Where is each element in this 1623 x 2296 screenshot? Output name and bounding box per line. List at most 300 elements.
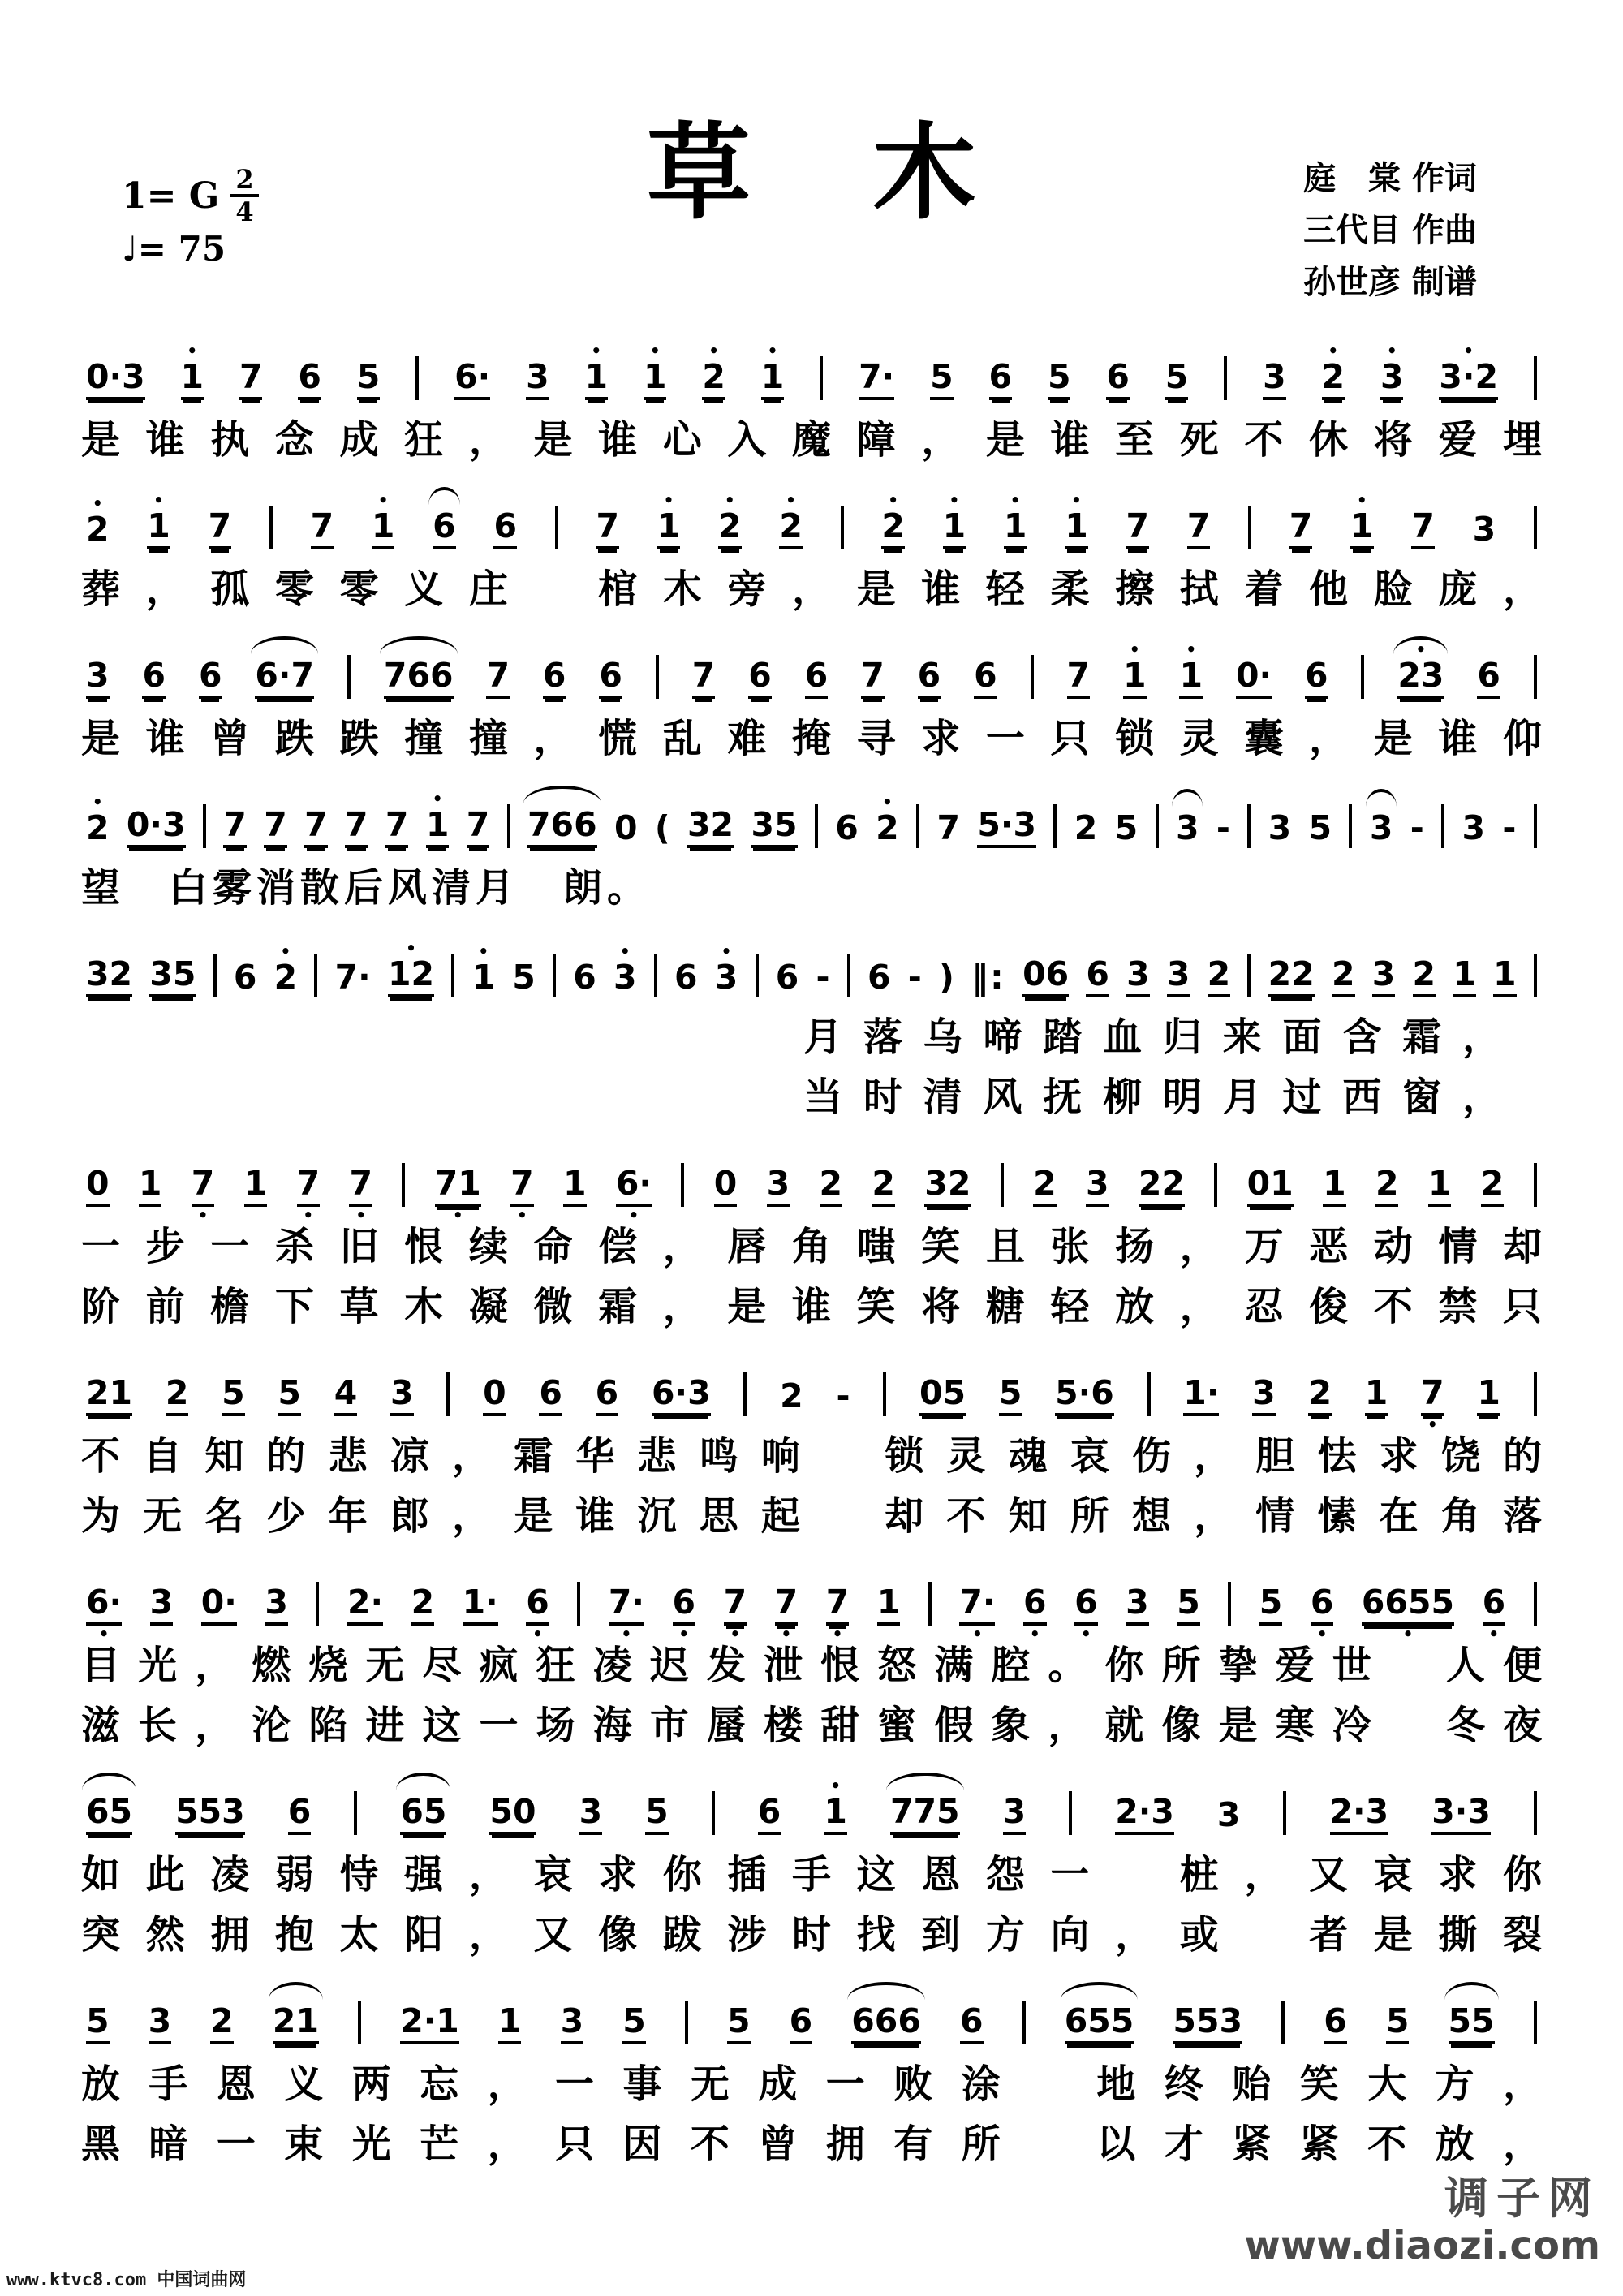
note-token: • 1 (471, 961, 495, 997)
credits (1303, 153, 1477, 308)
note-token: 5 (1048, 360, 1071, 400)
lyric-line: 目光，燃烧无尽疯狂凌迟发泄恨怒满腔。你所挚爱世 人便 (81, 1643, 1542, 1688)
note-token: 7 (209, 510, 232, 549)
barline-icon (577, 1582, 580, 1626)
slur-arc-icon (1172, 789, 1203, 807)
note-token: 5 (86, 2005, 110, 2044)
slur-arc-icon (1444, 1982, 1499, 2000)
note-token: 766 (527, 808, 597, 848)
note-token: 3·3 (1431, 1795, 1491, 1835)
time-signature: $\frac{2}{4}$ (230, 166, 258, 225)
barline-icon (1247, 804, 1251, 848)
note-token: 3 (150, 1586, 174, 1626)
lyric-line: 是谁曾跌跌撞撞，慌乱难掩寻求一只锁灵囊，是谁仰 (81, 716, 1542, 761)
note-token: • 3 (1380, 360, 1404, 400)
note-token: 0· (201, 1586, 237, 1626)
note-token: 3 (149, 2005, 172, 2044)
barline-icon (1534, 506, 1537, 549)
barline-icon (269, 506, 273, 549)
note-token: 55 (1449, 2005, 1495, 2044)
barline-icon (1022, 2001, 1026, 2044)
note-token: 6 (748, 659, 772, 699)
note-token: 7 • (775, 1586, 799, 1626)
note-token: 6 (1477, 659, 1500, 699)
song-title: 草木 (647, 112, 1098, 234)
notation-line (81, 1764, 1542, 1845)
note-token: • 3 (613, 961, 637, 997)
barline-icon (1069, 1791, 1072, 1835)
barline-icon (1248, 506, 1251, 549)
arranger-credit: 孙世彦 制谱 (1303, 263, 1477, 301)
watermark-site-url: www.diaozi.com (1244, 2222, 1600, 2268)
lyric-line: 一步一杀旧恨续命偿，唇角嗤笑且张扬，万恶动情却 (81, 1224, 1542, 1269)
barline-icon (1214, 1163, 1217, 1207)
note-token: 2 (1208, 958, 1231, 997)
note-token: 3 (1462, 808, 1486, 847)
note-token: • 1 (426, 808, 450, 848)
note-token: 5 (1114, 808, 1139, 847)
note-token: 4 (334, 1376, 358, 1416)
note-token: 6 (142, 659, 166, 699)
barline-icon (1001, 1163, 1004, 1207)
note-token: • 2 (881, 510, 905, 549)
note-token: • 2 (274, 961, 298, 997)
barline-icon (1534, 954, 1537, 997)
lyric-line: 望 白雾消散后风清月 朗。 (81, 865, 652, 911)
note-token: 7 (223, 808, 247, 848)
barline-icon (1441, 804, 1444, 848)
note-token: • 1 (1004, 510, 1027, 549)
note-token: 2·3 (1115, 1795, 1174, 1835)
note-token: 3 (767, 1167, 790, 1207)
note-token: 22 (1139, 1167, 1185, 1207)
note-token: 2 (210, 2005, 234, 2044)
note-token: 6 (758, 1795, 781, 1835)
note-token: 21 (273, 2005, 319, 2044)
note-token: 5 (727, 2005, 751, 2044)
music-system (81, 478, 1542, 619)
lyric-line: 突然拥抱太阳，又像跋涉时找到方向，或 者是撕裂 (81, 1912, 1542, 1958)
note-token: 5·6 (1055, 1376, 1114, 1416)
note-token: 6 (1106, 360, 1130, 400)
note-token: • 1 (761, 360, 785, 400)
note-token: 5 (622, 2005, 646, 2044)
note-token: 6 • (1311, 1586, 1334, 1626)
barline-icon (820, 356, 823, 400)
barline-icon (1228, 1582, 1231, 1626)
note-token: 35 (149, 958, 196, 997)
note-token: - (816, 958, 830, 997)
note-token: 6 (674, 958, 698, 997)
music-system (81, 1764, 1542, 1965)
note-token: 2 (1308, 1376, 1332, 1416)
barline-icon (451, 954, 454, 997)
lyric-line: 不自知的悲凉，霜华悲鸣响 锁灵魂哀伤，胆怯求饶的 (81, 1433, 1542, 1479)
note-token: - (907, 958, 922, 997)
note-token: 2 (1413, 958, 1436, 997)
lyricist-credit: 庭 棠 作词 (1303, 159, 1477, 197)
note-token: 5 (1177, 1586, 1200, 1626)
note-token: 1 (1493, 958, 1517, 997)
note-token: 1 (1477, 1376, 1500, 1416)
note-token: • 2 (1322, 360, 1345, 400)
lyric-line: 放手恩义两忘，一事无成一败涂 地终贻笑大方， (81, 2061, 1542, 2107)
note-token: 6 (543, 659, 566, 699)
note-token: 6 (867, 958, 891, 997)
lyric-line: 为无名少年郎，是谁沉思起 却不知所想，情愫在角落 (81, 1493, 1542, 1539)
composer-credit: 三代目 作曲 (1303, 211, 1477, 249)
note-token: 5 (278, 1376, 301, 1416)
notation-line (81, 1135, 1542, 1217)
note-token: 1 (877, 1586, 901, 1626)
note-token: 7 (239, 360, 263, 400)
note-token: • 1 (1179, 659, 1203, 699)
note-token: 2 (1074, 808, 1098, 847)
note-token: • 2 (86, 812, 110, 848)
note-token: 3 (526, 360, 549, 400)
note-token: 2 (820, 1167, 843, 1207)
note-token: 1 (1365, 1376, 1388, 1416)
music-system (81, 777, 1542, 918)
note-token: 6 (433, 510, 456, 549)
barline-icon (654, 954, 657, 997)
note-token: 01 (1247, 1167, 1294, 1207)
note-token: ) (939, 958, 954, 997)
lyric-line: 月落乌啼踏血归来面含霜， (803, 1014, 1501, 1060)
music-system (81, 926, 1542, 1127)
note-token: 6 • (526, 1586, 549, 1626)
note-token: 2· (347, 1586, 383, 1626)
notation-line (81, 478, 1542, 559)
note-token: 6 • (1074, 1586, 1098, 1626)
note-token: 6 • (1023, 1586, 1047, 1626)
slur-arc-icon (82, 1773, 136, 1790)
note-token: • 1 (1065, 510, 1088, 549)
note-token: 6 (573, 958, 596, 997)
barline-icon (681, 1163, 684, 1207)
note-token: 1 (139, 1167, 162, 1207)
note-token: 6·7 (255, 659, 314, 699)
note-token: 7 (385, 808, 409, 848)
note-token: 71 • (435, 1167, 481, 1207)
note-token: 3 (1176, 812, 1199, 848)
note-token: 6· • (86, 1586, 122, 1626)
score-sheet (81, 329, 1542, 2182)
note-token: 7 (304, 808, 328, 848)
note-token: 6 (960, 2005, 984, 2044)
barline-icon (1534, 2001, 1537, 2044)
note-token: 3 (1086, 1167, 1109, 1207)
note-token: 6 (835, 808, 859, 847)
barline-icon (1534, 1791, 1537, 1835)
music-system (81, 627, 1542, 769)
notation-line (81, 777, 1542, 858)
note-token: 7· • (609, 1586, 644, 1626)
note-token: • 2 (702, 360, 725, 400)
barline-icon (847, 954, 850, 997)
note-token: 7 (486, 659, 510, 699)
note-token: 7 (1067, 659, 1091, 699)
note-token: 6 (790, 2005, 813, 2044)
note-token: 7 (692, 659, 716, 699)
note-token: 6· • (616, 1167, 652, 1207)
note-token: 06 (1022, 958, 1069, 997)
note-token: 775 (890, 1795, 960, 1835)
lyric-line: 如此凌弱恃强，哀求你插手这恩怨一 桩，又哀求你 (81, 1852, 1542, 1898)
music-system (81, 1135, 1542, 1337)
barline-icon (1534, 1163, 1537, 1207)
note-token: 7 (861, 659, 885, 699)
note-token: 6 • (673, 1586, 696, 1626)
note-token: 3 (390, 1376, 414, 1416)
barline-icon (1534, 804, 1537, 848)
note-token: 0·3 (86, 360, 145, 400)
barline-icon (916, 804, 919, 848)
note-token: 7 (1289, 510, 1313, 549)
barline-icon (1361, 655, 1364, 699)
note-token: 5 (1386, 2005, 1410, 2044)
note-token: • 3·2 (1439, 360, 1498, 400)
note-token: 0 (86, 1167, 110, 1207)
barline-icon (354, 1791, 357, 1835)
note-token: • 1 (181, 360, 204, 400)
note-token: 1 (1428, 1167, 1452, 1207)
note-token: • 1 (657, 510, 681, 549)
note-token: 7 (311, 510, 334, 549)
note-token: 7 (345, 808, 368, 848)
note-token: 7 • (826, 1586, 850, 1626)
barline-icon (1534, 655, 1537, 699)
note-token: 5 (512, 958, 536, 997)
barline-icon (347, 655, 351, 699)
note-token: - (1216, 808, 1230, 847)
note-token: • 1 (1350, 510, 1374, 549)
slur-arc-icon (428, 487, 460, 505)
note-token: 6 (775, 958, 799, 997)
note-token: 553 (175, 1795, 245, 1835)
note-token: 3 (1216, 1795, 1241, 1834)
note-token: 1 (498, 2005, 522, 2044)
note-token: 1· (463, 1586, 498, 1626)
note-token: 7 (1411, 510, 1435, 549)
note-token: 7· (859, 360, 894, 400)
slur-arc-icon (269, 1982, 323, 2000)
note-token: 3 (1370, 812, 1393, 848)
note-token: • 1 (644, 360, 667, 400)
note-token: 0· (1236, 659, 1272, 699)
barline-icon (507, 804, 510, 848)
barline-icon (314, 954, 317, 997)
note-token: • 12 (388, 958, 434, 997)
note-token: ( (654, 808, 670, 847)
note-token: 5 (930, 360, 954, 400)
note-token: • 1 (585, 360, 609, 400)
note-token: 65 (86, 1795, 132, 1835)
note-token: 6 (288, 1795, 312, 1835)
barline-icon (1283, 1791, 1286, 1835)
note-token: 6 (1086, 958, 1109, 997)
barline-icon (358, 2001, 361, 2044)
note-token: 2 (166, 1376, 189, 1416)
note-token: 7 (1126, 510, 1149, 549)
lyric-line: 葬，孤零零义庄 棺木旁，是谁轻柔擦拭着他脸庞， (81, 566, 1542, 612)
slur-arc-icon (251, 636, 318, 654)
note-token: 6 (805, 659, 829, 699)
note-token: - (836, 1376, 850, 1415)
note-token: 5 (1308, 808, 1332, 847)
barline-icon (1053, 804, 1057, 848)
note-token: 2 (1332, 958, 1355, 997)
note-token: 7 • (349, 1167, 372, 1207)
note-token: 50 (489, 1795, 536, 1835)
note-token: 6 (1324, 2005, 1347, 2044)
note-token: 3 (1268, 808, 1292, 847)
watermark-bottom-right (1245, 2173, 1600, 2268)
notation-line (81, 1973, 1542, 2054)
barline-icon (415, 356, 419, 400)
note-token: 1· (1183, 1376, 1219, 1416)
note-token: 7 (467, 808, 490, 848)
note-token: • 2 (86, 513, 110, 549)
note-token: 1 (563, 1167, 587, 1207)
note-token: - (1410, 808, 1424, 847)
repeat-sign-icon: ‖: (971, 957, 1005, 997)
note-token: 3 (1126, 1586, 1149, 1626)
barline-icon (1147, 1372, 1151, 1416)
note-token: 6 • (1483, 1586, 1506, 1626)
barline-icon (928, 1582, 932, 1626)
note-token: • 1 (147, 510, 170, 549)
note-token: 5 (645, 1795, 669, 1835)
note-token: 2 (411, 1586, 435, 1626)
note-token: • 2 (779, 510, 803, 549)
note-token: 0 (714, 1167, 738, 1207)
lyric-line: 是谁执念成狂，是谁心入魔障，是谁至死不休将爱埋 (81, 417, 1542, 463)
barline-icon (1224, 356, 1227, 400)
note-token: 6 (974, 659, 997, 699)
note-token: • 1 (943, 510, 966, 549)
note-token: 6 (199, 659, 222, 699)
note-token: • 1 (1123, 659, 1147, 699)
slur-arc-icon (886, 1773, 964, 1790)
note-token: 5 (357, 360, 381, 400)
note-token: 5 (999, 1376, 1022, 1416)
note-token: 3 (1167, 958, 1190, 997)
slur-arc-icon (847, 1982, 925, 2000)
note-token: 7 • (510, 1167, 534, 1207)
note-token: 655 (1065, 2005, 1134, 2044)
note-token: 6 (989, 360, 1013, 400)
note-token: 32 (687, 808, 734, 848)
slur-arc-icon (1061, 1982, 1139, 2000)
note-token: 3 (1472, 510, 1496, 549)
note-token: 7 (936, 808, 960, 847)
note-token: 1 (244, 1167, 268, 1207)
note-token: 3 (1252, 1376, 1276, 1416)
note-token: 6 (233, 958, 257, 997)
barline-icon (883, 1372, 886, 1416)
note-token: • 1 (372, 510, 395, 549)
note-token: 7 (264, 808, 287, 848)
note-token: 05 (919, 1376, 966, 1416)
note-token: 6 (539, 1376, 562, 1416)
note-token: 6·3 (652, 1376, 711, 1416)
note-token: 2 (1481, 1167, 1505, 1207)
barline-icon (815, 804, 818, 848)
note-token: 2 (780, 1376, 803, 1415)
note-token: 3 (1263, 360, 1286, 400)
barline-icon (402, 1163, 405, 1207)
note-token: 32 (924, 1167, 971, 1207)
note-token: 6 (493, 510, 517, 549)
notation-line (81, 1554, 1542, 1635)
note-token: 5 (222, 1376, 245, 1416)
note-token: 22 (1268, 958, 1315, 997)
note-token: 2 (1375, 1167, 1399, 1207)
lyric-line: 滋长，沦陷进这一场海市蜃楼甜蜜假象，就像是寒冷 冬夜 (81, 1703, 1542, 1748)
slur-arc-icon (1393, 636, 1448, 654)
barline-icon (213, 954, 217, 997)
lyric-line: 当时清风抚柳明月过西窗， (803, 1075, 1501, 1120)
note-token: 2 (872, 1167, 895, 1207)
barline-icon (1534, 1582, 1537, 1626)
note-token: 666 (851, 2005, 921, 2044)
lyric-line: 黑暗一束光芒，只因不曾拥有所 以才紧紧不放， (81, 2122, 1542, 2167)
barline-icon (203, 804, 206, 848)
note-token: 0 (483, 1376, 506, 1416)
note-token: • 3 (715, 961, 738, 997)
note-token: - (1502, 808, 1517, 847)
music-system (81, 1554, 1542, 1755)
notation-line (81, 329, 1542, 410)
note-token: 6 (599, 659, 622, 699)
note-token: 6 (298, 360, 321, 400)
note-token: 2 (1033, 1167, 1057, 1207)
notation-line (81, 627, 1542, 709)
note-token: 21 (86, 1376, 132, 1416)
note-token: 0·3 (127, 808, 186, 848)
slur-arc-icon (1366, 789, 1397, 807)
note-token: 3 (1126, 958, 1150, 997)
barline-icon (756, 954, 759, 997)
note-token: 5 (1165, 360, 1189, 400)
watermark-site-name: 调子网 (1444, 2172, 1600, 2224)
barline-icon (316, 1582, 319, 1626)
tempo-marking: ♩= 75 (122, 229, 226, 269)
note-token: • 2 (876, 812, 899, 848)
note-token: 766 (384, 659, 454, 699)
note-token: 7 • (192, 1167, 215, 1207)
barline-icon (841, 506, 844, 549)
note-token: 5·3 (977, 808, 1036, 848)
barline-icon (1349, 804, 1352, 848)
note-token: 2·3 (1330, 1795, 1389, 1835)
note-token: 0 (613, 808, 638, 847)
note-token: 32 (86, 958, 132, 997)
note-token: 3 (265, 1586, 288, 1626)
music-system (81, 1973, 1542, 2174)
barline-icon (553, 954, 556, 997)
barline-icon (656, 655, 659, 699)
note-token: 7· (334, 958, 371, 997)
barline-icon (1156, 804, 1159, 848)
note-token: 3 (86, 659, 110, 699)
barline-icon (743, 1372, 747, 1416)
barline-icon (1281, 2001, 1285, 2044)
note-token: 6 (918, 659, 941, 699)
barline-icon (1534, 356, 1537, 400)
lyric-line: 阶前檐下草木凝微霜，是谁笑将糖轻放，忍俊不禁只 (81, 1284, 1542, 1329)
